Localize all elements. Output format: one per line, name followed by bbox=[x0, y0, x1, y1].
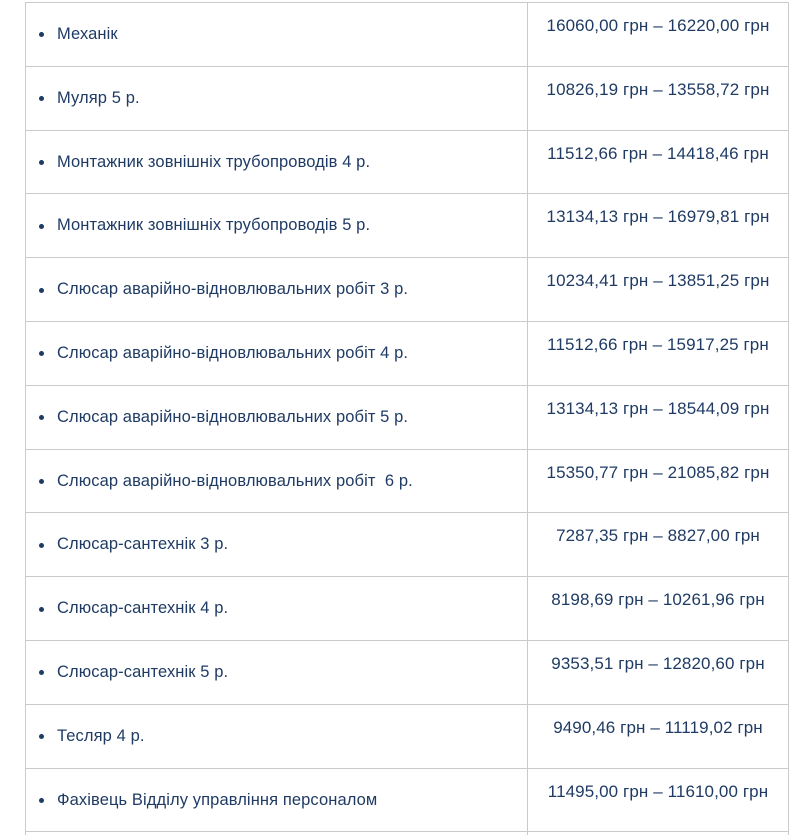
job-label: Монтажник зовнішніх трубопроводів 4 р. bbox=[57, 152, 371, 171]
job-cell bbox=[26, 194, 528, 258]
bullet-icon bbox=[39, 798, 44, 803]
salary-range: 7287,35 грн – 8827,00 грн bbox=[556, 526, 760, 546]
salary-cell bbox=[528, 513, 789, 577]
salary-cell bbox=[528, 640, 789, 704]
table-row bbox=[26, 513, 789, 577]
table-row bbox=[26, 768, 789, 832]
table-row bbox=[26, 640, 789, 704]
salary-range: 11512,66 грн – 14418,46 грн bbox=[547, 143, 769, 163]
salary-range: 9490,46 грн – 11119,02 грн bbox=[553, 717, 763, 737]
job-inner bbox=[39, 152, 517, 173]
salary-cell bbox=[528, 321, 789, 385]
bullet-icon bbox=[39, 96, 44, 101]
job-cell bbox=[26, 3, 528, 67]
job-inner bbox=[39, 726, 517, 747]
table-row bbox=[26, 385, 789, 449]
bullet-icon bbox=[39, 670, 44, 675]
table-row bbox=[26, 66, 789, 130]
job-cell bbox=[26, 577, 528, 641]
job-cell bbox=[26, 640, 528, 704]
bullet-icon bbox=[39, 32, 44, 37]
job-cell bbox=[26, 704, 528, 768]
job-label: Монтажник зовнішніх трубопроводів 5 р. bbox=[57, 216, 371, 235]
salary-range: 15350,77 грн – 21085,82 грн bbox=[546, 462, 770, 482]
job-label: Слюсар аварійно-відновлювальних робіт 3 р. bbox=[57, 280, 409, 299]
job-inner bbox=[39, 598, 517, 619]
job-label: Слюсар-сантехнік 5 р. bbox=[57, 663, 229, 682]
job-label: Тесляр 4 р. bbox=[57, 726, 145, 745]
job-inner bbox=[39, 24, 517, 45]
table-row bbox=[26, 321, 789, 385]
table-row bbox=[26, 3, 789, 67]
salary-range: 13134,13 грн – 18544,09 грн bbox=[546, 398, 770, 418]
salary-range: 9353,51 грн – 12820,60 грн bbox=[551, 653, 765, 673]
salary-cell bbox=[528, 130, 789, 194]
table-row bbox=[26, 704, 789, 768]
job-label: Слюсар-сантехнік 4 р. bbox=[57, 599, 229, 618]
job-cell bbox=[26, 258, 528, 322]
salary-range: 10234,41 грн – 13851,25 грн bbox=[546, 271, 770, 291]
bullet-icon bbox=[39, 224, 44, 229]
table-row bbox=[26, 194, 789, 258]
salary-table bbox=[25, 2, 789, 835]
job-label: Механік bbox=[57, 25, 118, 44]
bullet-icon bbox=[39, 734, 44, 739]
job-cell bbox=[26, 385, 528, 449]
job-label: Слюсар аварійно-відновлювальних робіт 4 р. bbox=[57, 344, 409, 363]
job-inner bbox=[39, 279, 517, 300]
bullet-icon bbox=[39, 160, 44, 165]
salary-cell bbox=[528, 3, 789, 67]
bullet-icon bbox=[39, 288, 44, 293]
salary-cell bbox=[528, 258, 789, 322]
salary-range: 11512,66 грн – 15917,25 грн bbox=[547, 334, 769, 354]
table-row bbox=[26, 577, 789, 641]
job-label: Фахівець Відділу управління персоналом bbox=[57, 790, 378, 809]
bullet-icon bbox=[39, 479, 44, 484]
job-inner bbox=[39, 471, 517, 492]
job-inner bbox=[39, 215, 517, 236]
job-label: Слюсар аварійно-відновлювальних робіт 6 р. bbox=[57, 471, 413, 490]
job-cell bbox=[26, 768, 528, 832]
job-inner bbox=[39, 790, 517, 811]
salary-range: 11495,00 грн – 11610,00 грн bbox=[547, 781, 769, 801]
bullet-icon bbox=[39, 607, 44, 612]
salary-range: 8198,69 грн – 10261,96 грн bbox=[551, 590, 765, 610]
salary-cell bbox=[528, 449, 789, 513]
salary-table-body bbox=[26, 3, 789, 832]
job-inner bbox=[39, 88, 517, 109]
job-cell bbox=[26, 321, 528, 385]
job-cell bbox=[26, 449, 528, 513]
salary-range: 16060,00 грн – 16220,00 грн bbox=[546, 16, 770, 35]
salary-cell bbox=[528, 194, 789, 258]
salary-cell bbox=[528, 385, 789, 449]
job-inner bbox=[39, 343, 517, 364]
salary-cell bbox=[528, 704, 789, 768]
table-row bbox=[26, 130, 789, 194]
job-inner bbox=[39, 662, 517, 683]
bullet-icon bbox=[39, 415, 44, 420]
salary-range: 13134,13 грн – 16979,81 грн bbox=[546, 207, 770, 227]
job-inner bbox=[39, 407, 517, 428]
salary-cell bbox=[528, 577, 789, 641]
table-row bbox=[26, 449, 789, 513]
bullet-icon bbox=[39, 351, 44, 356]
job-label: Муляр 5 р. bbox=[57, 88, 140, 107]
job-label: Слюсар-сантехнік 3 р. bbox=[57, 535, 229, 554]
job-cell bbox=[26, 513, 528, 577]
salary-cell bbox=[528, 768, 789, 832]
salary-cell bbox=[528, 66, 789, 130]
job-cell bbox=[26, 66, 528, 130]
table-row bbox=[26, 258, 789, 322]
job-inner bbox=[39, 534, 517, 555]
salary-range: 10826,19 грн – 13558,72 грн bbox=[546, 79, 770, 99]
bullet-icon bbox=[39, 543, 44, 548]
job-label: Слюсар аварійно-відновлювальних робіт 5 р. bbox=[57, 407, 409, 426]
job-cell bbox=[26, 130, 528, 194]
